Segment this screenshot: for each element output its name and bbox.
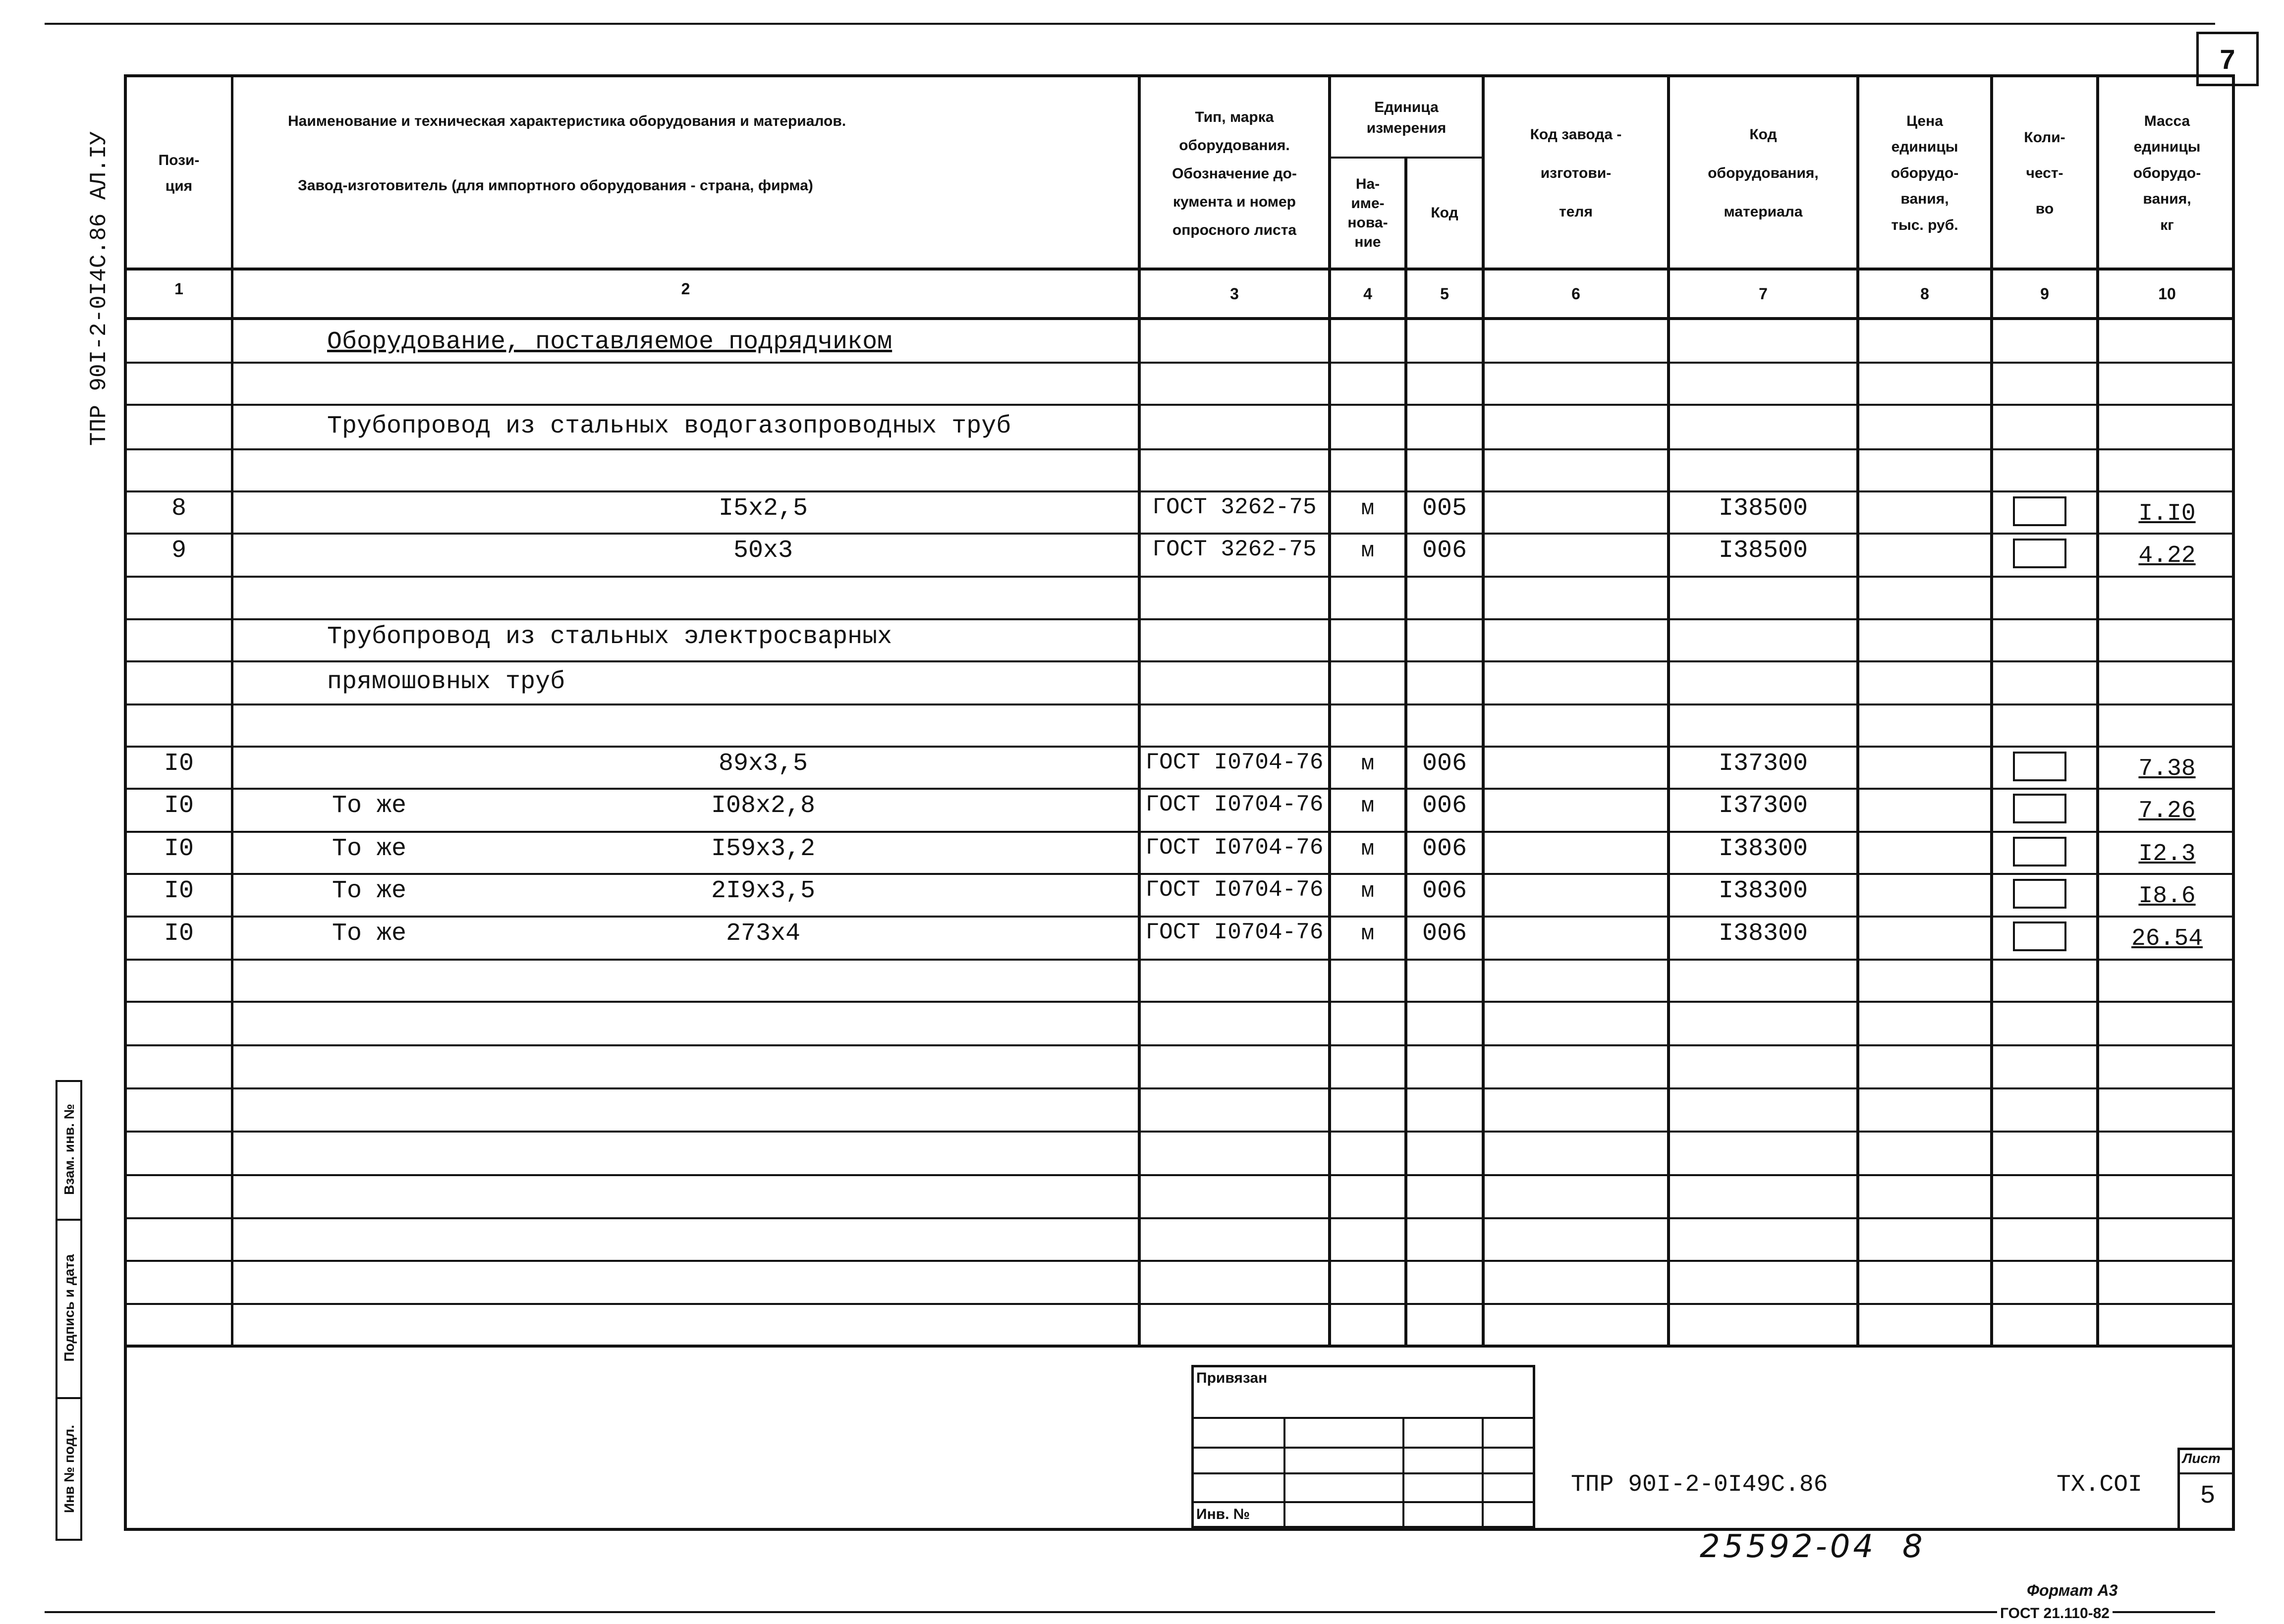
left-strip-signature-date: Подпись и дата <box>61 1254 77 1362</box>
stamp-inv-label: Инв. № <box>1196 1506 1250 1522</box>
row-document: ГОСТ I0704-76 <box>1145 835 1324 861</box>
bottom-border-line <box>45 1611 2215 1613</box>
col-number-7: 7 <box>1759 285 1768 303</box>
row-position: I0 <box>164 877 194 905</box>
row-material-code: I38300 <box>1718 920 1808 948</box>
row-unit-code: 006 <box>1422 877 1467 905</box>
row-line <box>124 916 2235 918</box>
row-line <box>124 533 2235 535</box>
quantity-box <box>2013 752 2066 781</box>
row-material-code: I38300 <box>1718 877 1808 905</box>
quantity-box <box>2013 879 2066 909</box>
left-strip-replace-inv: Взам. инв. № <box>61 1104 77 1195</box>
row-line <box>124 1303 2235 1305</box>
quantity-box <box>2013 837 2066 866</box>
header-quantity: Коли- чест- во <box>2024 129 2065 217</box>
row-line <box>124 1174 2235 1176</box>
stamp-vline-1 <box>1283 1417 1285 1528</box>
row-document: ГОСТ 3262-75 <box>1152 537 1317 562</box>
row-size: 273x4 <box>725 920 801 948</box>
row-line <box>124 576 2235 578</box>
header-name-line2: Завод-изготовитель (для импортного оборудования - страна, фирма) <box>298 177 813 194</box>
row-unit-code: 006 <box>1422 750 1467 778</box>
quantity-box <box>2013 539 2066 568</box>
row-unit: м <box>1361 837 1375 862</box>
left-strip-inv-orig: Инв № подл. <box>61 1425 77 1514</box>
row-document: ГОСТ I0704-76 <box>1145 920 1324 945</box>
col-number-2: 2 <box>681 280 690 298</box>
section-heading-water-gas-pipes: Трубопровод из стальных водогазопроводных труб <box>327 412 1011 440</box>
row-line <box>124 1087 2235 1089</box>
handwritten-number: 25592-04 8 <box>1700 1528 1926 1565</box>
row-line <box>124 362 2235 364</box>
row-name: То же <box>332 877 407 905</box>
row-line <box>124 448 2235 450</box>
row-mass: I.I0 <box>2138 500 2196 527</box>
sheet-list-label: Лист <box>2182 1451 2221 1466</box>
row-document: ГОСТ I0704-76 <box>1145 792 1324 817</box>
row-material-code: I38500 <box>1718 537 1808 565</box>
stamp-vline-3 <box>1482 1417 1484 1528</box>
stamp-vline-2 <box>1402 1417 1404 1528</box>
row-line <box>124 746 2235 748</box>
col-number-5: 5 <box>1440 285 1449 303</box>
row-position: I0 <box>164 792 194 820</box>
row-position: 9 <box>171 537 186 565</box>
header-mass: Масса единицы оборудо- вания, кг <box>2133 112 2201 233</box>
row-material-code: I38500 <box>1718 494 1808 523</box>
col-number-8: 8 <box>1920 285 1929 303</box>
header-bottom-line <box>124 268 2235 271</box>
row-position: I0 <box>164 750 194 778</box>
header-unit-group: Единица измерения <box>1366 99 1447 136</box>
row-mass: 7.26 <box>2138 798 2196 824</box>
col-number-1: 1 <box>174 280 183 298</box>
row-line <box>124 959 2235 961</box>
row-line <box>124 873 2235 875</box>
row-size: 50x3 <box>733 537 793 565</box>
gost-note: ГОСТ 21.110-82 <box>1997 1605 2113 1622</box>
row-size: I5x2,5 <box>718 494 808 523</box>
col-number-3: 3 <box>1230 285 1239 303</box>
col-number-6: 6 <box>1571 285 1580 303</box>
header-price: Цена единицы оборудо- вания, тыс. руб. <box>1891 112 1959 233</box>
header-name-line1: Наименование и техническая характеристика оборудования и материалов. <box>288 112 846 129</box>
row-material-code: I38300 <box>1718 835 1808 863</box>
row-position: I0 <box>164 835 194 863</box>
row-unit: м <box>1361 794 1375 818</box>
header-position: Пози- ция <box>158 152 200 194</box>
side-document-code: ТПР 90I-2-0I4С.86 АЛ.IУ <box>86 131 112 446</box>
sheet-list-divider <box>2177 1472 2235 1474</box>
row-document: ГОСТ I0704-76 <box>1145 750 1324 775</box>
col-number-9: 9 <box>2040 285 2049 303</box>
stamp-privyazan-label: Привязан <box>1196 1370 1268 1386</box>
col-number-10: 10 <box>2158 285 2176 303</box>
row-position: I0 <box>164 920 194 948</box>
top-border-line <box>45 23 2215 25</box>
sheet-list-number: 5 <box>2200 1481 2216 1511</box>
row-position: 8 <box>171 494 186 523</box>
header-type-doc: Тип, марка оборудования. Обозначение до- кумента и номер опросного листа <box>1172 108 1297 238</box>
format-note: Формат А3 <box>2027 1581 2118 1599</box>
row-line <box>124 704 2235 705</box>
row-line <box>124 490 2235 492</box>
row-material-code: I37300 <box>1718 750 1808 778</box>
header-unit-name: На- име- нова- ние <box>1347 176 1388 250</box>
row-unit: м <box>1361 539 1375 563</box>
section-heading-contractor: Оборудование, поставляемое подрядчиком <box>327 328 892 356</box>
row-line <box>124 788 2235 790</box>
row-mass: 4.22 <box>2138 542 2196 569</box>
section-heading-electrowelded: Трубопровод из стальных электросварных <box>327 623 892 651</box>
quantity-box <box>2013 921 2066 951</box>
row-unit: м <box>1361 879 1375 904</box>
header-material-code: Код оборудования, материала <box>1708 126 1819 220</box>
col-number-4: 4 <box>1363 285 1372 303</box>
row-mass: I2.3 <box>2138 841 2196 867</box>
header-unit-code: Код <box>1431 204 1458 221</box>
col-line-1 <box>231 74 233 1348</box>
row-unit-code: 006 <box>1422 537 1467 565</box>
row-name: То же <box>332 792 407 820</box>
row-size: 2I9x3,5 <box>711 877 816 905</box>
row-unit: м <box>1361 921 1375 946</box>
row-line <box>124 1001 2235 1003</box>
row-unit: м <box>1361 752 1375 776</box>
section-heading-straight-seam: прямошовных труб <box>327 668 565 696</box>
title-block-code: ТПР 90I-2-0I49С.86 <box>1571 1471 1828 1498</box>
row-unit-code: 006 <box>1422 835 1467 863</box>
numbers-bottom-line <box>124 317 2235 320</box>
row-line <box>124 618 2235 620</box>
row-size: I08x2,8 <box>711 792 816 820</box>
row-unit: м <box>1361 496 1375 521</box>
row-line <box>124 404 2235 406</box>
row-line <box>124 1260 2235 1262</box>
row-line <box>124 1131 2235 1133</box>
row-mass: 7.38 <box>2138 756 2196 782</box>
row-name: То же <box>332 920 407 948</box>
quantity-box <box>2013 794 2066 823</box>
row-size: 89x3,5 <box>718 750 808 778</box>
row-unit-code: 006 <box>1422 792 1467 820</box>
title-block-frame <box>124 1348 2235 1531</box>
row-mass: 26.54 <box>2131 925 2203 952</box>
row-line <box>124 1044 2235 1046</box>
row-unit-code: 006 <box>1422 920 1467 948</box>
row-mass: I8.6 <box>2138 883 2196 910</box>
row-unit-code: 005 <box>1422 494 1467 523</box>
row-document: ГОСТ I0704-76 <box>1145 877 1324 903</box>
title-block-mark: ТХ.СОI <box>2057 1471 2142 1498</box>
row-line <box>124 1217 2235 1219</box>
row-name: То же <box>332 835 407 863</box>
sheet-number: 7 <box>2220 43 2235 75</box>
row-line <box>124 660 2235 662</box>
row-line <box>124 831 2235 833</box>
quantity-box <box>2013 496 2066 526</box>
row-document: ГОСТ 3262-75 <box>1152 494 1317 520</box>
header-factory-code: Код завода - изготови- теля <box>1530 126 1622 220</box>
row-material-code: I37300 <box>1718 792 1808 820</box>
row-size: I59x3,2 <box>711 835 816 863</box>
